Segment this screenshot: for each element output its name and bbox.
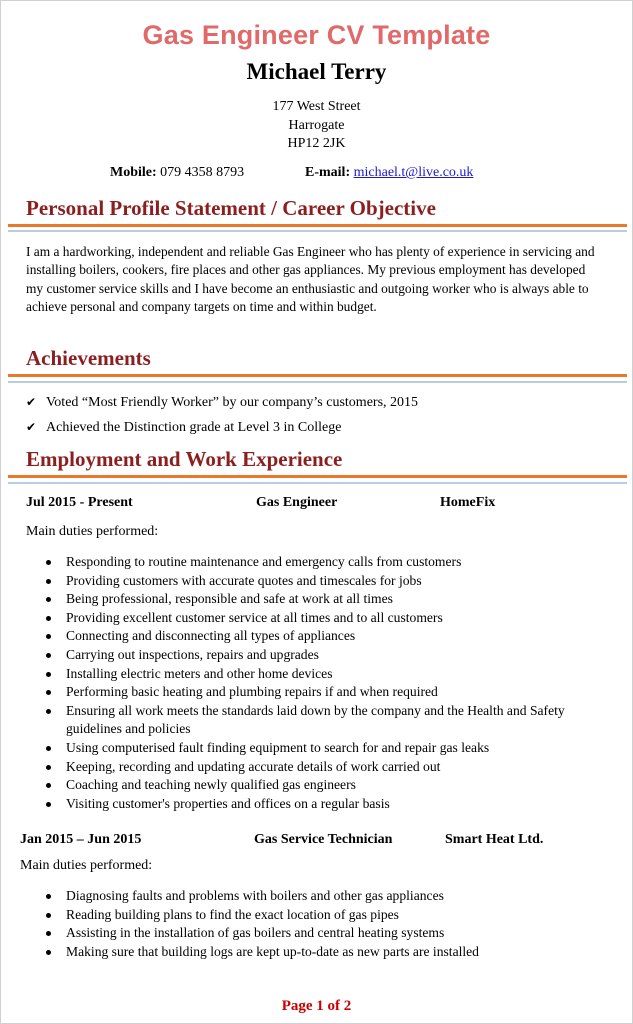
section-divider-blue: [8, 230, 627, 232]
profile-statement: I am a hardworking, independent and reliable Gas Engineer who has plenty of experience in servicing and installing boilers, cookers, fire places and other gas appliances. My previous employment has developed my customer service skills and I have become an enthusiastic and outgoing worker who is always able to achieve personal and company targets on time and within budget.: [26, 244, 595, 314]
address-line-town: Harrogate: [288, 118, 345, 133]
job-company: HomeFix: [440, 495, 496, 510]
document-banner-title: Gas Engineer CV Template: [142, 20, 491, 50]
mobile-number: 079 4358 8793: [160, 165, 245, 180]
duty-item: Responding to routine maintenance and emergency calls from customers: [0, 553, 600, 572]
duty-item: Carrying out inspections, repairs and upgrades: [0, 646, 600, 665]
job-company: Smart Heat Ltd.: [445, 832, 544, 847]
duty-item: Assisting in the installation of gas boilers and central heating systems: [0, 924, 600, 943]
email-label: E-mail:: [305, 165, 351, 180]
address-line-postcode: HP12 2JK: [287, 136, 346, 151]
email-contact: [305, 165, 473, 181]
duty-item: Performing basic heating and plumbing repairs if and when required: [0, 683, 600, 702]
section-divider-blue: [8, 482, 627, 484]
duty-item: Providing customers with accurate quotes and timescales for jobs: [0, 572, 600, 591]
page-number: Page 1 of 2: [281, 998, 352, 1014]
job-dates: Jul 2015 - Present: [26, 495, 133, 510]
duty-item: Keeping, recording and updating accurate details of work carried out: [0, 758, 600, 777]
achievement-item: [26, 395, 418, 411]
duty-item: Reading building plans to find the exact location of gas pipes: [0, 906, 600, 925]
job-duties-list: [0, 553, 600, 813]
duties-label: Main duties performed:: [26, 524, 159, 539]
address-line-street: 177 West Street: [272, 99, 361, 114]
section-divider-orange: [8, 374, 627, 377]
mobile-label: Mobile:: [110, 165, 157, 180]
duty-item: Providing excellent customer service at all times and to all customers: [0, 609, 600, 628]
achievement-text: Achieved the Distinction grade at Level 3 in College: [46, 420, 342, 435]
achievement-text: Voted “Most Friendly Worker” by our company’s customers, 2015: [46, 395, 419, 410]
duty-item: Being professional, responsible and safe at work at all times: [0, 590, 600, 609]
mobile-contact: [110, 165, 244, 181]
duty-item: Ensuring all work meets the standards laid down by the company and the Health and Safety guidelines and policies: [0, 702, 600, 739]
job-dates: Jan 2015 – Jun 2015: [20, 832, 142, 847]
job-role: Gas Service Technician: [254, 832, 393, 847]
duty-item: Making sure that building logs are kept up-to-date as new parts are installed: [0, 943, 600, 962]
duty-item: Coaching and teaching newly qualified gas engineers: [0, 776, 600, 795]
achievement-item: [26, 420, 341, 436]
job-duties-list: [0, 887, 600, 961]
duty-item: Installing electric meters and other home devices: [0, 665, 600, 684]
profile-section-title: Personal Profile Statement / Career Objective: [26, 196, 436, 220]
duty-item: Visiting customer's properties and offices on a regular basis: [0, 795, 600, 814]
duty-item: Connecting and disconnecting all types of appliances: [0, 627, 600, 646]
achievements-section-title: Achievements: [26, 346, 151, 370]
duties-label: Main duties performed:: [20, 858, 153, 873]
duty-item: Using computerised fault finding equipment to search for and repair gas leaks: [0, 739, 600, 758]
section-divider-orange: [8, 224, 627, 227]
checkmark-icon: ✔: [26, 395, 37, 409]
section-divider-orange: [8, 475, 627, 478]
candidate-name: Michael Terry: [246, 59, 387, 84]
job-role: Gas Engineer: [256, 495, 338, 510]
duty-item: Diagnosing faults and problems with boilers and other gas appliances: [0, 887, 600, 906]
section-divider-blue: [8, 381, 627, 383]
employment-section-title: Employment and Work Experience: [26, 447, 343, 471]
checkmark-icon: ✔: [26, 420, 37, 434]
email-link[interactable]: michael.t@live.co.uk: [353, 165, 474, 180]
